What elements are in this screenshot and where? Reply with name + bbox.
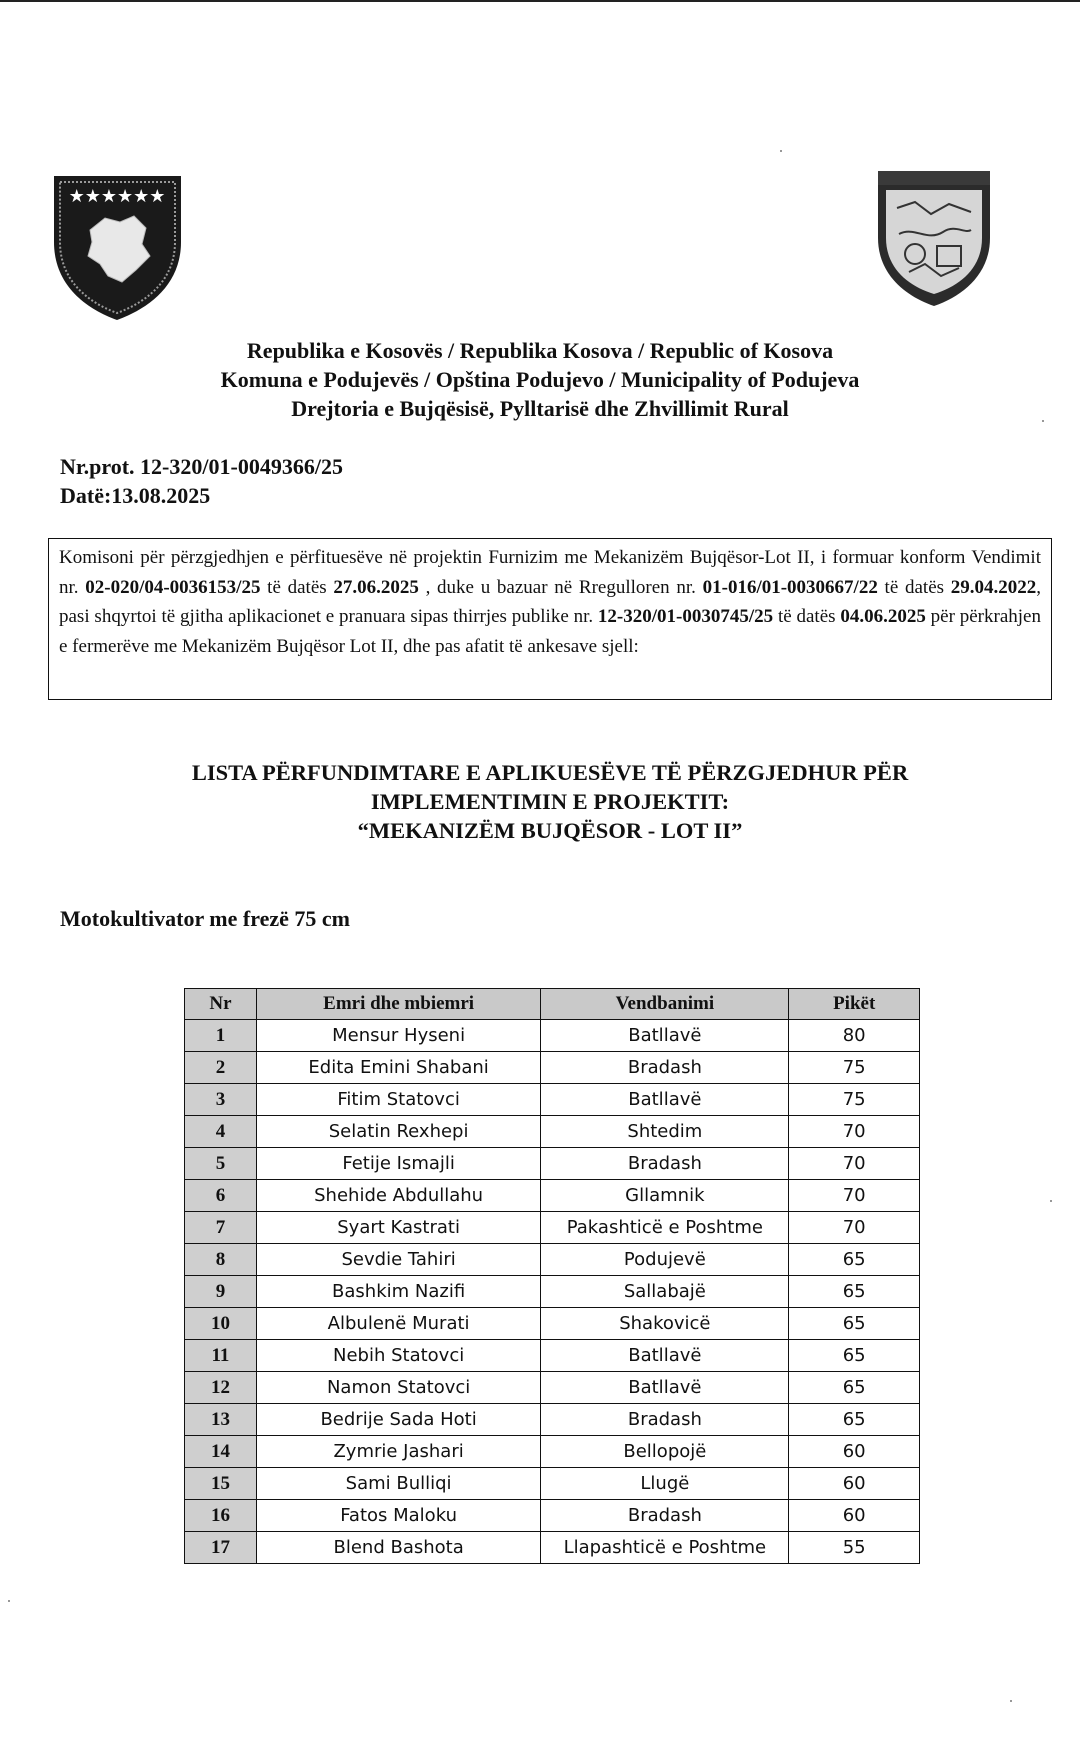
svg-text:★★★★★★: ★★★★★★ xyxy=(68,186,166,207)
row-nr: 5 xyxy=(185,1148,257,1180)
row-nr: 7 xyxy=(185,1212,257,1244)
applicant-residence: Bradash xyxy=(541,1404,789,1436)
applicant-name: Bashkim Nazifi xyxy=(256,1276,540,1308)
kosovo-coat-of-arms-icon xyxy=(50,172,185,322)
table-header-row xyxy=(185,989,920,1020)
decision-number: 02-020/04-0036153/25 xyxy=(85,576,261,598)
title-line-1: LISTA PËRFUNDIMTARE E APLIKUESËVE TË PËRZGJEDHUR PËR xyxy=(191,760,909,785)
applicant-name: Edita Emini Shabani xyxy=(256,1052,540,1084)
applicant-residence: Sallabajë xyxy=(541,1276,789,1308)
table-row xyxy=(185,1308,920,1340)
applicant-name: Fitim Statovci xyxy=(256,1084,540,1116)
intro-text-4: të datës xyxy=(877,576,951,598)
intro-text-2: të datës xyxy=(260,576,334,598)
table-row xyxy=(185,1468,920,1500)
header-residence: Vendbanimi xyxy=(541,989,789,1020)
applicant-residence: Batllavë xyxy=(541,1372,789,1404)
reference-block xyxy=(60,452,343,510)
applicant-residence: Batllavë xyxy=(541,1340,789,1372)
applicant-name: Mensur Hyseni xyxy=(256,1020,540,1052)
row-nr: 15 xyxy=(185,1468,257,1500)
applicant-points: 65 xyxy=(789,1244,920,1276)
applicant-points: 70 xyxy=(789,1212,920,1244)
table-row xyxy=(185,1436,920,1468)
row-nr: 16 xyxy=(185,1500,257,1532)
applicant-name: Nebih Statovci xyxy=(256,1340,540,1372)
header-line-municipality: Komuna e Podujevës / Opština Podujevo / Municipality of Podujeva xyxy=(220,367,860,392)
applicant-points: 65 xyxy=(789,1404,920,1436)
row-nr: 10 xyxy=(185,1308,257,1340)
applicant-residence: Llapashticë e Poshtme xyxy=(541,1532,789,1564)
intro-paragraph-box xyxy=(48,538,1052,700)
applicant-residence: Shakovicë xyxy=(541,1308,789,1340)
applicant-points: 65 xyxy=(789,1340,920,1372)
applicant-points: 65 xyxy=(789,1276,920,1308)
intro-text-7: për përkrahjen e fermerëve me Mekanizëm Bujqësor Lot II, dhe pas afatit të ankesave sjell: xyxy=(59,606,1041,657)
applicant-name: Bedrije Sada Hoti xyxy=(256,1404,540,1436)
applicant-residence: Podujevë xyxy=(541,1244,789,1276)
table-body xyxy=(185,1020,920,1564)
table-row xyxy=(185,1244,920,1276)
applicant-points: 80 xyxy=(789,1020,920,1052)
row-nr: 3 xyxy=(185,1084,257,1116)
table-row xyxy=(185,1212,920,1244)
table-row xyxy=(185,1180,920,1212)
applicant-points: 65 xyxy=(789,1372,920,1404)
document-date: Datë:13.08.2025 xyxy=(60,483,211,508)
table-row xyxy=(185,1276,920,1308)
header-line-directorate: Drejtoria e Bujqësisë, Pylltarisë dhe Zhvillimit Rural xyxy=(291,396,789,421)
table-row xyxy=(185,1372,920,1404)
applicant-residence: Bradash xyxy=(541,1500,789,1532)
title-line-2: IMPLEMENTIMIN E PROJEKTIT: xyxy=(370,789,730,814)
applicant-name: Blend Bashota xyxy=(256,1532,540,1564)
applicant-residence: Llugë xyxy=(541,1468,789,1500)
header-name: Emri dhe mbiemri xyxy=(256,989,540,1020)
row-nr: 14 xyxy=(185,1436,257,1468)
applicant-residence: Bellopojë xyxy=(541,1436,789,1468)
header-line-republic: Republika e Kosovës / Republika Kosova / Republic of Kosova xyxy=(246,338,834,363)
applicant-points: 75 xyxy=(789,1084,920,1116)
row-nr: 13 xyxy=(185,1404,257,1436)
applicant-residence: Batllavë xyxy=(541,1020,789,1052)
applicant-name: Sami Bulliqi xyxy=(256,1468,540,1500)
institution-header xyxy=(0,336,1080,423)
row-nr: 11 xyxy=(185,1340,257,1372)
applicant-name: Shehide Abdullahu xyxy=(256,1180,540,1212)
table-row xyxy=(185,1052,920,1084)
applicant-name: Fatos Maloku xyxy=(256,1500,540,1532)
table-row xyxy=(185,1116,920,1148)
applicant-name: Selatin Rexhepi xyxy=(256,1116,540,1148)
table-row xyxy=(185,1500,920,1532)
intro-text-5: , pasi shqyrtoi të gjitha aplikacionet e pranuara sipas thirrjes publike nr. xyxy=(59,576,1041,627)
applicant-residence: Gllamnik xyxy=(541,1180,789,1212)
applicant-name: Fetije Ismajli xyxy=(256,1148,540,1180)
row-nr: 2 xyxy=(185,1052,257,1084)
scan-speck xyxy=(780,150,782,152)
page-top-border xyxy=(0,0,1080,2)
applicant-points: 70 xyxy=(789,1180,920,1212)
applicant-points: 65 xyxy=(789,1308,920,1340)
applicant-points: 70 xyxy=(789,1148,920,1180)
protocol-number: Nr.prot. 12-320/01-0049366/25 xyxy=(60,454,343,479)
row-nr: 12 xyxy=(185,1372,257,1404)
table-row xyxy=(185,1148,920,1180)
row-nr: 9 xyxy=(185,1276,257,1308)
intro-text-6: të datës xyxy=(773,606,841,627)
row-nr: 1 xyxy=(185,1020,257,1052)
table-row xyxy=(185,1340,920,1372)
applicant-name: Namon Statovci xyxy=(256,1372,540,1404)
applicant-residence: Shtedim xyxy=(541,1116,789,1148)
public-call-number: 12-320/01-0030745/25 xyxy=(597,606,774,627)
applicant-name: Syart Kastrati xyxy=(256,1212,540,1244)
applicant-name: Sevdie Tahiri xyxy=(256,1244,540,1276)
scan-speck xyxy=(1042,420,1044,422)
scan-speck xyxy=(8,1600,10,1602)
applicant-residence: Bradash xyxy=(541,1052,789,1084)
table-row xyxy=(185,1020,920,1052)
applicant-residence: Pakashticë e Poshtme xyxy=(541,1212,789,1244)
applicant-points: 60 xyxy=(789,1468,920,1500)
applicant-points: 75 xyxy=(789,1052,920,1084)
row-nr: 6 xyxy=(185,1180,257,1212)
header-points: Pikët xyxy=(789,989,920,1020)
applicant-name: Zymrie Jashari xyxy=(256,1436,540,1468)
public-call-date: 04.06.2025 xyxy=(840,606,926,627)
decision-date: 27.06.2025 xyxy=(333,576,419,598)
applicant-points: 55 xyxy=(789,1532,920,1564)
row-nr: 17 xyxy=(185,1532,257,1564)
table-row xyxy=(185,1532,920,1564)
regulation-date: 29.04.2022 xyxy=(950,576,1037,598)
applicant-points: 60 xyxy=(789,1436,920,1468)
title-line-3: “MEKANIZËM BUJQËSOR - LOT II” xyxy=(357,818,743,843)
table-row xyxy=(185,1084,920,1116)
regulation-number: 01-016/01-0030667/22 xyxy=(702,576,878,598)
applicant-name: Albulenë Murati xyxy=(256,1308,540,1340)
row-nr: 4 xyxy=(185,1116,257,1148)
row-nr: 8 xyxy=(185,1244,257,1276)
table-row xyxy=(185,1404,920,1436)
applicant-residence: Batllavë xyxy=(541,1084,789,1116)
intro-text-1: Komisoni për përzgjedhjen e përfituesëve në projektin Furnizim me Mekanizëm Bujqësor-Lot II, i formuar konform Vendimit nr. xyxy=(59,547,1041,598)
intro-text-3: , duke u bazuar në Rregulloren nr. xyxy=(418,576,703,598)
applicants-table xyxy=(184,988,920,1564)
scan-speck xyxy=(1050,1200,1052,1202)
applicant-points: 70 xyxy=(789,1116,920,1148)
list-title xyxy=(0,758,1080,845)
podujeva-municipality-emblem-icon xyxy=(875,168,993,308)
applicant-residence: Bradash xyxy=(541,1148,789,1180)
scan-speck xyxy=(1010,1700,1012,1702)
applicant-points: 60 xyxy=(789,1500,920,1532)
header-nr: Nr xyxy=(185,989,257,1020)
equipment-category: Motokultivator me frezë 75 cm xyxy=(60,906,350,931)
